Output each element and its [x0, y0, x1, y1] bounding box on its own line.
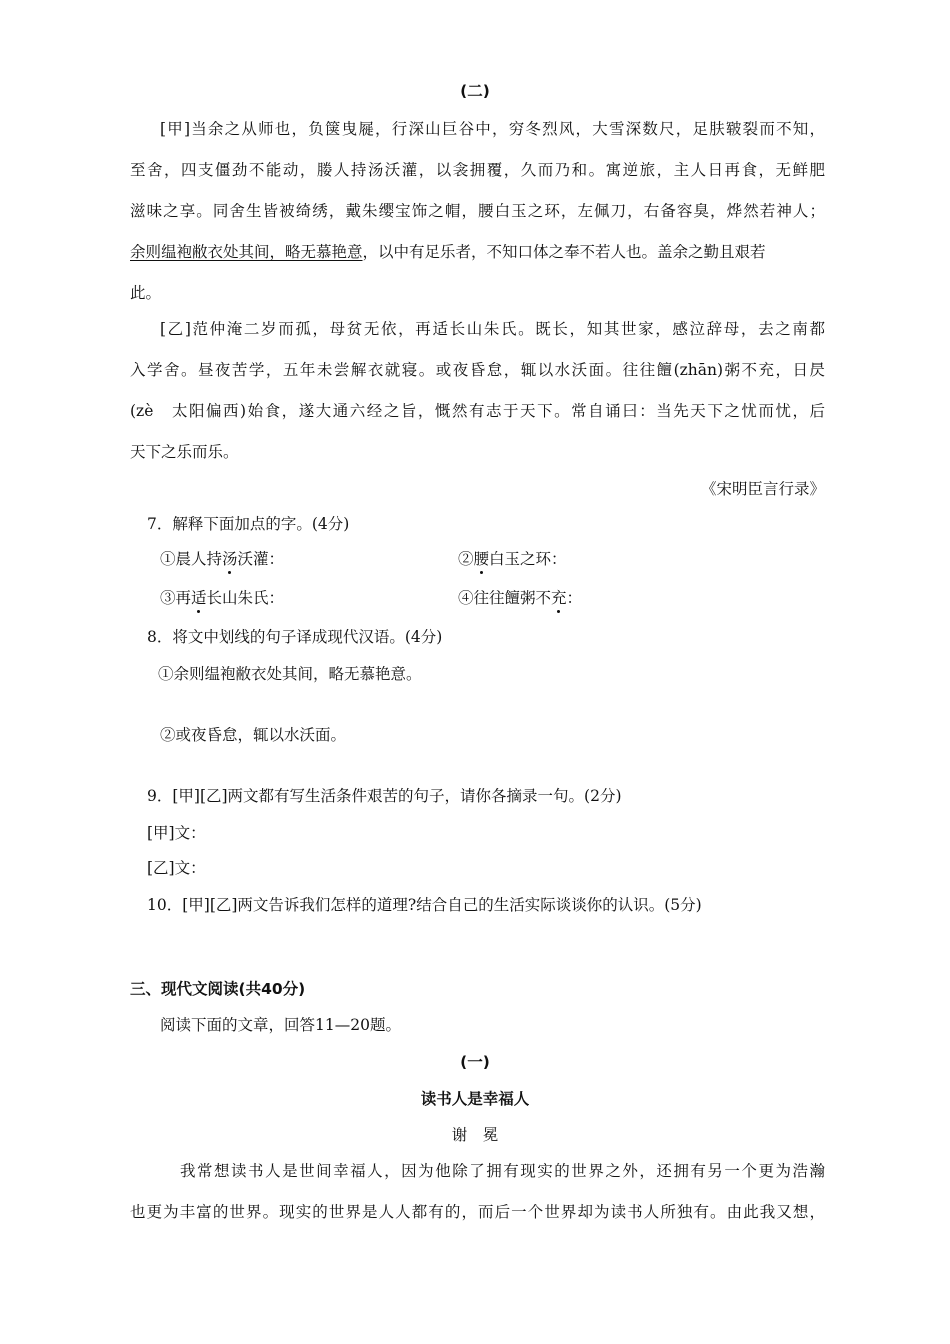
jia-line-3: 滋味之享。同舍生皆被绮绣，戴朱缨宝饰之帽，腰白玉之环，左佩刀，右备容臭，烨然若神人；: [130, 202, 825, 220]
source-citation: 《宋明臣言行录》: [700, 480, 825, 498]
yi-line-3: (zè 太阳偏西)始食，遂大通六经之旨，慨然有志于天下。常自诵曰：当先天下之忧而忧，后: [130, 402, 825, 420]
yi-line-4: 天下之乐而乐。: [130, 443, 239, 461]
sub-heading: (一): [460, 1053, 490, 1071]
q9-jia: [甲]文：: [147, 824, 206, 842]
dotted-char: 适: [191, 589, 207, 607]
q7-item-4: ④往往饘粥不充：: [458, 589, 583, 607]
q8-item-2: ②或夜昏怠，辄以水沃面。: [160, 726, 347, 744]
q8-item-1: ①余则缊袍敝衣处其间，略无慕艳意。: [158, 665, 422, 683]
part-three-heading: 三、现代文阅读(共40分): [130, 980, 306, 998]
article-author: 谢 冕: [451, 1126, 499, 1144]
q8-title: 8．将文中划线的句子译成现代汉语。(4分): [147, 628, 443, 646]
jia-line-2: 至舍，四支僵劲不能动，媵人持汤沃灌，以衾拥覆，久而乃和。寓逆旅，主人日再食，无鲜肥: [130, 161, 825, 179]
yi-line-2: 入学舍。昼夜苦学，五年未尝解衣就寝。或夜昏怠，辄以水沃面。往往饘(zhān)粥不充，日昃: [130, 361, 825, 379]
jia-line-5: 此。: [130, 284, 162, 302]
underlined-sentence: 余则缊袍敝衣处其间，略无慕艳意: [130, 243, 363, 261]
q9-yi: [乙]文：: [147, 859, 206, 877]
dotted-char: 腰: [473, 550, 490, 568]
q7-title: 7．解释下面加点的字。(4分): [147, 515, 350, 533]
article-title: 读书人是幸福人: [420, 1090, 530, 1108]
q7-item-2: ②腰白玉之环：: [458, 550, 567, 568]
jia-line-1: [甲]当余之从师也，负箧曳屣，行深山巨谷中，穷冬烈风，大雪深数尺，足肤皲裂而不知，: [160, 120, 825, 138]
article-para-line-2: 也更为丰富的世界。现实的世界是人人都有的，而后一个世界却为读书人所独有。由此我又想，: [130, 1203, 825, 1221]
q10-title: 10．[甲][乙]两文告诉我们怎样的道理?结合自己的生活实际谈谈你的认识。(5分): [147, 896, 702, 914]
dotted-char: 汤: [222, 550, 238, 568]
section-two-heading: (二): [460, 82, 490, 100]
jia-line-4-rest: ，以中有足乐者，不知口体之奉不若人也。盖余之勤且艰若: [362, 243, 766, 261]
dotted-char: 充: [551, 589, 567, 607]
q7-item-3: ③再适长山朱氏：: [160, 589, 285, 607]
article-para-line-1: 我常想读书人是世间幸福人，因为他除了拥有现实的世界之外，还拥有另一个更为浩瀚: [180, 1162, 825, 1180]
jia-line-4: [130, 241, 766, 263]
yi-line-1: [乙]范仲淹二岁而孤，母贫无依，再适长山朱氏。既长，知其世家，感泣辞母，去之南都: [160, 320, 825, 338]
reading-instruction: 阅读下面的文章，回答11—20题。: [160, 1016, 401, 1034]
q7-item-1: ①晨人持汤沃灌：: [160, 550, 285, 568]
q9-title: 9．[甲][乙]两文都有写生活条件艰苦的句子，请你各摘录一句。(2分): [147, 787, 622, 805]
